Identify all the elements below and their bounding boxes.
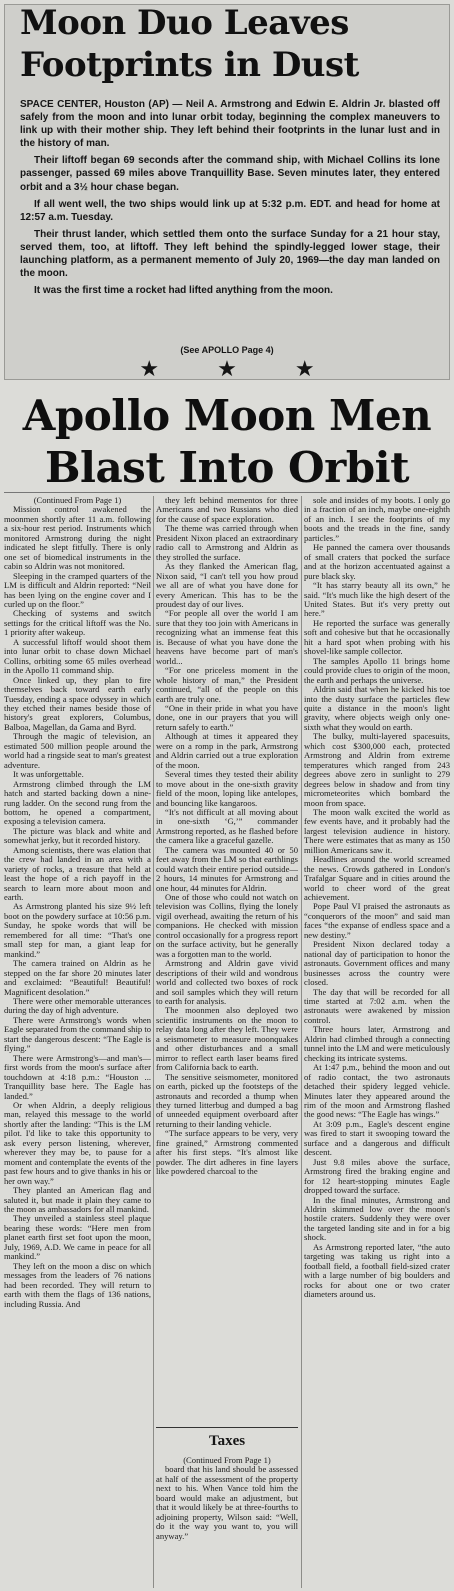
story-paragraph: There were Armstrong's—and man's—first words from the moon's surface after touchdown at 4:18 p.m.: “Houston ... Tranquillity base here. The Eagle has landed.” bbox=[4, 1052, 151, 1101]
top-story-paragraph: Their thrust lander, which settled them onto the surface Sunday for a 21 hour stay, served them, too, at liftoff. They left behind the spindly-legged lower stage, their launching platform, as a permanent memento of July 20, 1969—the day man landed on the moon. bbox=[20, 228, 440, 280]
story-paragraph: “For one priceless moment in the whole history of man,” the President continued, “all of the people on this earth are truly one. bbox=[156, 665, 298, 704]
taxes-paragraph: board that his land should be assessed at half of the assessment of the property next to his. When Vance told him the board would make an adjustment, but that it would likely be at three-fourths to adjoining property, Wilson said: “Well, do it the way you want to, you will anyway.” bbox=[156, 1464, 298, 1541]
story-paragraph: Mission control awakened the moonmen shortly after 11 a.m. following a six-hour rest period. Instruments which monitored Armstrong during the night indicated he slept fitfully. There is only one set of biomedical instruments in the cabin so Aldrin was not monitored. bbox=[4, 504, 151, 572]
story-paragraph: He panned the camera over thousands of small craters that pocked the surface and at the horizon accentuated against a pure black sky. bbox=[304, 542, 450, 581]
taxes-body bbox=[156, 1456, 298, 1590]
story-paragraph: One of those who could not watch on television was Collins, flying the lonely vigil overhead, awaiting the return of his companions. He checked with mission control occasionally for a progress report on the surface activity, but he generally was a forgotten man to the world. bbox=[156, 892, 298, 959]
story-paragraph: The samples Apollo 11 brings home could provide clues to origin of the moon, the earth and perhaps the universe. bbox=[304, 655, 450, 685]
top-story-headline bbox=[20, 2, 440, 86]
taxes-top-rule bbox=[156, 1427, 298, 1428]
story-paragraph: At 1:47 p.m., behind the moon and out of radio contact, the two astronauts detached their spidery legged vehicle. Minutes later they appeared around the rim of the moon and Armstrong flashed the good news: “The Eagle has wings.” bbox=[304, 1062, 450, 1120]
top-story-paragraph: It was the first time a rocket had lifted anything from the moon. bbox=[34, 285, 333, 297]
story-paragraph: “One in their pride in what you have done, one in our prayers that you will return safely to earth.” bbox=[156, 702, 298, 732]
star-divider: ★★★ bbox=[139, 357, 373, 382]
story-paragraph: Armstrong and Aldrin gave vivid descriptions of their wild and wondrous world and collected two boxes of rock and soil samples which they will return to earth for analysis. bbox=[156, 958, 298, 1007]
story-paragraph: “It has starry beauty all its own,” he said. “It's much like the high desert of the United States. But it's very pretty out here.” bbox=[304, 580, 450, 619]
top-story-paragraph: SPACE CENTER, Houston (AP) — Neil A. Armstrong and Edwin E. Aldrin Jr. blasted off safely from the moon and into lunar orbit today, beginning the complex maneuvers to link up with their mother ship. They left behind their footprints in the lunar lust and in the history of man. bbox=[20, 99, 440, 150]
story-paragraph: Aldrin said that when he kicked his toe into the dusty surface the particles flew quite a distance in the moon's light gravity, where objects weigh only one-sixth what they would on earth. bbox=[304, 684, 450, 732]
column-1 bbox=[4, 496, 151, 1591]
story-paragraph: Through the magic of television, an estimated 500 million people around the world had a ringside seat to man's greatest adventure. bbox=[4, 731, 151, 770]
top-story-paragraph: Their liftoff began 69 seconds after the command ship, with Michael Collins its lone passenger, passed 69 miles above Tranquillity Base. Seven minutes later, they entered orbit and a 3½ hour chase began. bbox=[20, 155, 440, 193]
story-paragraph: The moon walk excited the world as few events have, and it probably had the largest television audience in history. There were estimates that as many as 150 million Americans saw it. bbox=[304, 806, 450, 855]
story-paragraph: Three hours later, Armstrong and Aldrin had climbed through a connecting tunnel into the LM and were meticulously checking its intricate systems. bbox=[304, 1024, 450, 1063]
headline-rule bbox=[4, 492, 450, 493]
story-paragraph: In the final minutes, Armstrong and Aldrin skimmed low over the moon's hostile craters. Suddenly they were over the targeted landing site and in for a big shock. bbox=[304, 1194, 450, 1243]
main-headline-line-2: Blast Into Orbit bbox=[45, 443, 409, 492]
story-paragraph: The theme was carried through when President Nixon placed an extraordinary radio call to Armstrong and Aldrin as they strolled the surface. bbox=[156, 523, 298, 562]
story-paragraph: The camera was mounted 40 or 50 feet away from the LM so that earthlings could watch their entire period outside—2 hours, 14 minutes for Armstrong and one hour, 44 minutes for Aldrin. bbox=[156, 844, 298, 893]
story-paragraph: Although at times it appeared they were on a romp in the park, Armstrong and Aldrin carried out a true exploration of the moon. bbox=[156, 731, 298, 770]
story-paragraph: They unveiled a stainless steel plaque bearing these words: “Here men from planet earth first set foot upon the moon, July, 1969, A.D. We came in peace for all mankind.” bbox=[4, 1213, 151, 1262]
story-paragraph: Checking of systems and switch settings for the critical liftoff was the No. 1 priority after wakeup. bbox=[4, 608, 151, 638]
main-story-headline bbox=[6, 390, 448, 494]
story-paragraph: It was unforgettable. bbox=[13, 769, 84, 780]
story-paragraph: Sleeping in the cramped quarters of the LM is difficult and Aldrin reported: “Neil has been lying on the engine cover and I curled up on the floor.” bbox=[4, 570, 151, 609]
story-paragraph: Once linked up, they plan to fire themselves back toward earth early Tuesday, ending a space odyssey in which they etched their names beside those of history's great explorers, Columbus, Balboa, Magellan, da Gama and Byrd. bbox=[4, 674, 151, 732]
story-paragraph: He reported the surface was generally soft and cohesive but that he occasionally hit a hard spot when probing with his shovel-like sample collector. bbox=[304, 617, 450, 657]
story-paragraph: sole and insides of my boots. I only go in a fraction of an inch, maybe one-eighth of an inch. I see the footprints of my boots and the treads in the fine, sandy particles.” bbox=[304, 496, 450, 543]
column-divider bbox=[301, 496, 302, 1588]
story-paragraph: “For people all over the world I am sure that they too join with Americans in recognizing what an immense feat this is. Because of what you have done the heavens have become part of man's world... bbox=[156, 608, 298, 666]
story-paragraph: they left behind mementos for three Americans and two Russians who died for the cause of space exploration. bbox=[156, 496, 298, 524]
story-paragraph: At 3:09 p.m., Eagle's descent engine was fired to start it swooping toward the surface and a dangerous and difficult descent. bbox=[304, 1118, 450, 1158]
story-paragraph: They planted an American flag and saluted it, but made it plain they came to the moon as ambassadors for all mankind. bbox=[4, 1185, 151, 1214]
story-paragraph: The moonmen also deployed two scientific instruments on the moon to relay data long after they left. They were a seismometer to measure moonquakes and other disturbances and a small mirror to reflect earth laser beams fired from California back to earth. bbox=[156, 1005, 298, 1073]
story-paragraph: Among scientists, there was elation that the crew had landed in an area with a variety of rocks, a treasure that held at least the hope of a rich payoff in the search to learn more about moon and earth. bbox=[4, 844, 151, 903]
story-paragraph: Armstrong climbed through the LM hatch and started backing down a nine-rung ladder. On the second rung from the bottom, he opened a compartment, exposing a television camera. bbox=[4, 778, 151, 827]
story-paragraph: The bulky, multi-layered spacesuits, which cost $300,000 each, protected Armstrong and Aldrin from extreme temperatures which ranged from 243 degrees above zero in sunlight to 279 degrees below in shadow and from tiny micrometeorites which bombard the moon from space. bbox=[304, 731, 450, 808]
main-headline-line-1: Apollo Moon Men bbox=[22, 391, 432, 440]
story-paragraph: Just 9.8 miles above the surface, Armstrong fired the braking engine and for 12 heart-stopping minutes Eagle dropped toward the surface. bbox=[304, 1156, 450, 1196]
top-headline-line-1: Moon Duo Leaves bbox=[20, 3, 349, 43]
top-story-paragraph: If all went well, the two ships would link up at 5:32 p.m. EDT. and head for home at 12:57 a.m. Tuesday. bbox=[20, 198, 440, 223]
story-paragraph: Headlines around the world screamed the news. Crowds gathered in London's Trafalgar Square and in cities around the world to cheer word of the great achievement. bbox=[304, 854, 450, 903]
column-divider bbox=[153, 496, 154, 1588]
story-paragraph: There were other memorable utterances during the day of high adventure. bbox=[4, 996, 151, 1016]
story-paragraph: They left on the moon a disc on which messages from the leaders of 76 nations had been recorded. They will return to earth with them the flags of 136 nations, including Russia. And bbox=[4, 1260, 151, 1309]
story-paragraph: President Nixon declared today a national day of participation to honor the astronauts. Government offices and many businesses across the country were closed. bbox=[304, 939, 450, 988]
story-paragraph: “The surface appears to be very, very fine grained,” Armstrong commented after his first steps. “It's almost like powder. The dirt adheres in fine layers like powdered charcoal to the bbox=[156, 1128, 298, 1177]
column-2 bbox=[156, 496, 298, 1424]
top-headline-line-2: Footprints in Dust bbox=[20, 45, 359, 85]
story-paragraph: As Armstrong planted his size 9½ left boot on the powdery surface at 10:56 p.m. Sunday, he spoke words that will be remembered for all time: “That's one small step for man, a giant leap for mankind.” bbox=[4, 901, 151, 959]
story-paragraph: As they flanked the American flag, Nixon said, “I can't tell you how proud we all are of what you have done for every American. This has to be the proudest day of our lives. bbox=[156, 561, 298, 609]
continued-line: (Continued From Page 1) bbox=[33, 496, 122, 505]
story-paragraph: The camera trained on Aldrin as he stepped on the far shore 20 minutes later and exclaimed: “Beautiful! Beautiful! Magnificent desolation.” bbox=[4, 958, 151, 997]
column-3 bbox=[304, 496, 450, 1591]
taxes-headline: Taxes bbox=[208, 1433, 246, 1449]
story-paragraph: The day that will be recorded for all time started at 7:02 a.m. when the astronauts were awakened by mission control. bbox=[304, 986, 450, 1025]
story-paragraph: Pope Paul VI praised the astronauts as “conquerors of the moon” and said man faces “the expanse of endless space and a new destiny.” bbox=[304, 901, 450, 940]
see-also-reference: (See APOLLO Page 4) bbox=[180, 345, 274, 355]
story-paragraph: There were Armstrong's words when Eagle separated from the command ship to start the dangerous descent: “The Eagle is flying.” bbox=[4, 1014, 151, 1054]
story-paragraph: As Armstrong reported later, “the auto targeting was taking us right into a football field, a football field-sized crater with a large number of big boulders and rocks for about one or two crater diameters around us. bbox=[304, 1241, 450, 1300]
story-paragraph: The picture was black and white and somewhat jerky, but it recorded history. bbox=[4, 825, 151, 846]
top-story-body bbox=[20, 98, 440, 297]
story-paragraph: Or when Aldrin, a deeply religious man, relayed this message to the world shortly after the landing: “This is the LM pilot. I'd like to take this opportunity to ask every person listening, wherever, wherever they may be, to pause for a moment and contemplate the events of the past few hours and to give thanks in his or her own way.” bbox=[4, 1100, 151, 1186]
story-paragraph: A successful liftoff would shoot them into lunar orbit to chase down Michael Collins, orbiting some 65 miles overhead in the Apollo 11 command ship. bbox=[4, 636, 151, 676]
story-paragraph: The sensitive seismometer, monitored on earth, picked up the footsteps of the astronauts and recorded a thump when they turned litterbug and dumped a bag of unneeded equipment overboard after returning to their landing vehicle. bbox=[156, 1071, 298, 1129]
story-paragraph: Several times they tested their ability to move about in the one-sixth gravity field of the moon, loping like antelopes, and bouncing like kangaroos. bbox=[156, 769, 298, 808]
taxes-continued-line: (Continued From Page 1) bbox=[183, 1456, 271, 1465]
story-paragraph: “It's not difficult at all moving about in one-sixth ‘G,’” commander Armstrong reported, as he flashed before the camera like a graceful gazelle. bbox=[156, 806, 298, 846]
